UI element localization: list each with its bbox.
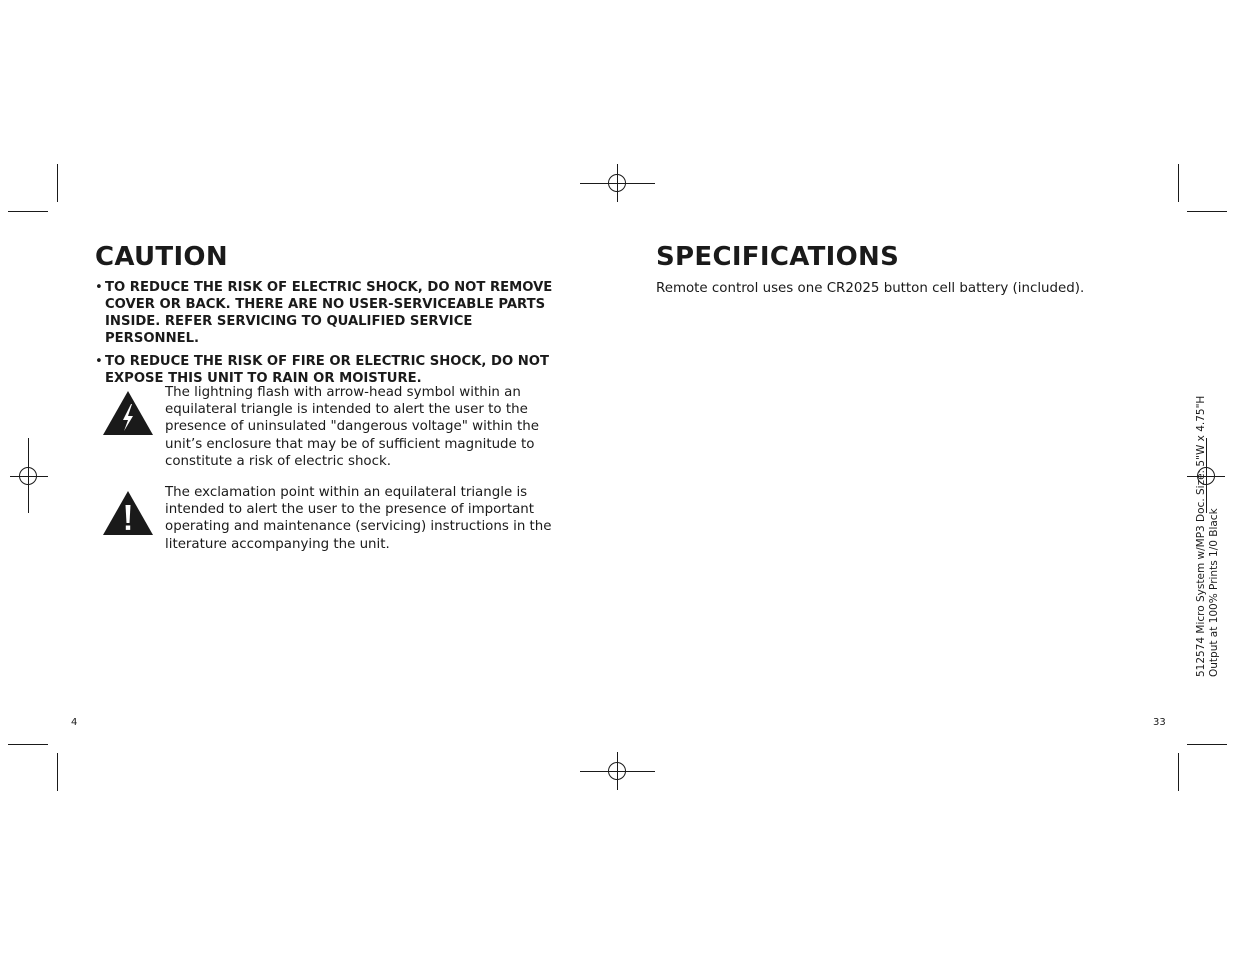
exclamation-symbol-block <box>102 484 572 559</box>
caution-heading: CAUTION <box>95 242 228 272</box>
lightning-triangle-icon <box>102 390 154 436</box>
crop-mark <box>1178 753 1179 791</box>
specifications-heading: SPECIFICATIONS <box>656 242 900 272</box>
exclamation-triangle-icon <box>102 490 154 536</box>
crop-mark <box>8 211 48 212</box>
crop-mark <box>57 753 58 791</box>
page-number-left: 4 <box>71 717 78 728</box>
warning-item: • TO REDUCE THE RISK OF ELECTRIC SHOCK, DO NOT REMOVE COVER OR BACK. THERE ARE NO USER-SERVICEABLE PARTS INSIDE. REFER SERVICING TO QUALIFIED SERVICE PERSONNEL. <box>95 279 555 347</box>
lightning-symbol-text: The lightning flash with arrow-head symbol within an equilateral triangle is intended to alert the user to the presence of uninsulated "dangerous voltage" within the unit’s enclosure that may be of sufficient magnitude to constitute a risk of electric shock. <box>165 385 539 469</box>
right-page <box>656 242 1156 297</box>
slug-info <box>1195 396 1221 677</box>
slug-line-1: 512574 Micro System w/MP3 Doc. Size: 5"W x 4.75"H <box>1195 395 1207 677</box>
crop-mark <box>1178 164 1179 202</box>
crop-mark <box>57 164 58 202</box>
crop-mark <box>1187 211 1227 212</box>
lightning-symbol-block <box>102 384 572 474</box>
slug-line-2: Output at 100% Prints 1/0 Black <box>1208 508 1220 677</box>
warning-list <box>95 279 555 387</box>
crop-mark <box>1187 744 1227 745</box>
crop-mark <box>8 744 48 745</box>
specifications-body: Remote control uses one CR2025 button cell battery (included). <box>656 281 1085 296</box>
warning-item: • TO REDUCE THE RISK OF FIRE OR ELECTRIC SHOCK, DO NOT EXPOSE THIS UNIT TO RAIN OR MOISTURE. <box>95 353 555 387</box>
exclamation-symbol-text: The exclamation point within an equilateral triangle is intended to alert the user to the presence of important operating and maintenance (servicing) instructions in the literature accompanying the unit. <box>165 485 552 552</box>
left-page <box>95 242 565 393</box>
page-number-right: 33 <box>1153 717 1166 728</box>
